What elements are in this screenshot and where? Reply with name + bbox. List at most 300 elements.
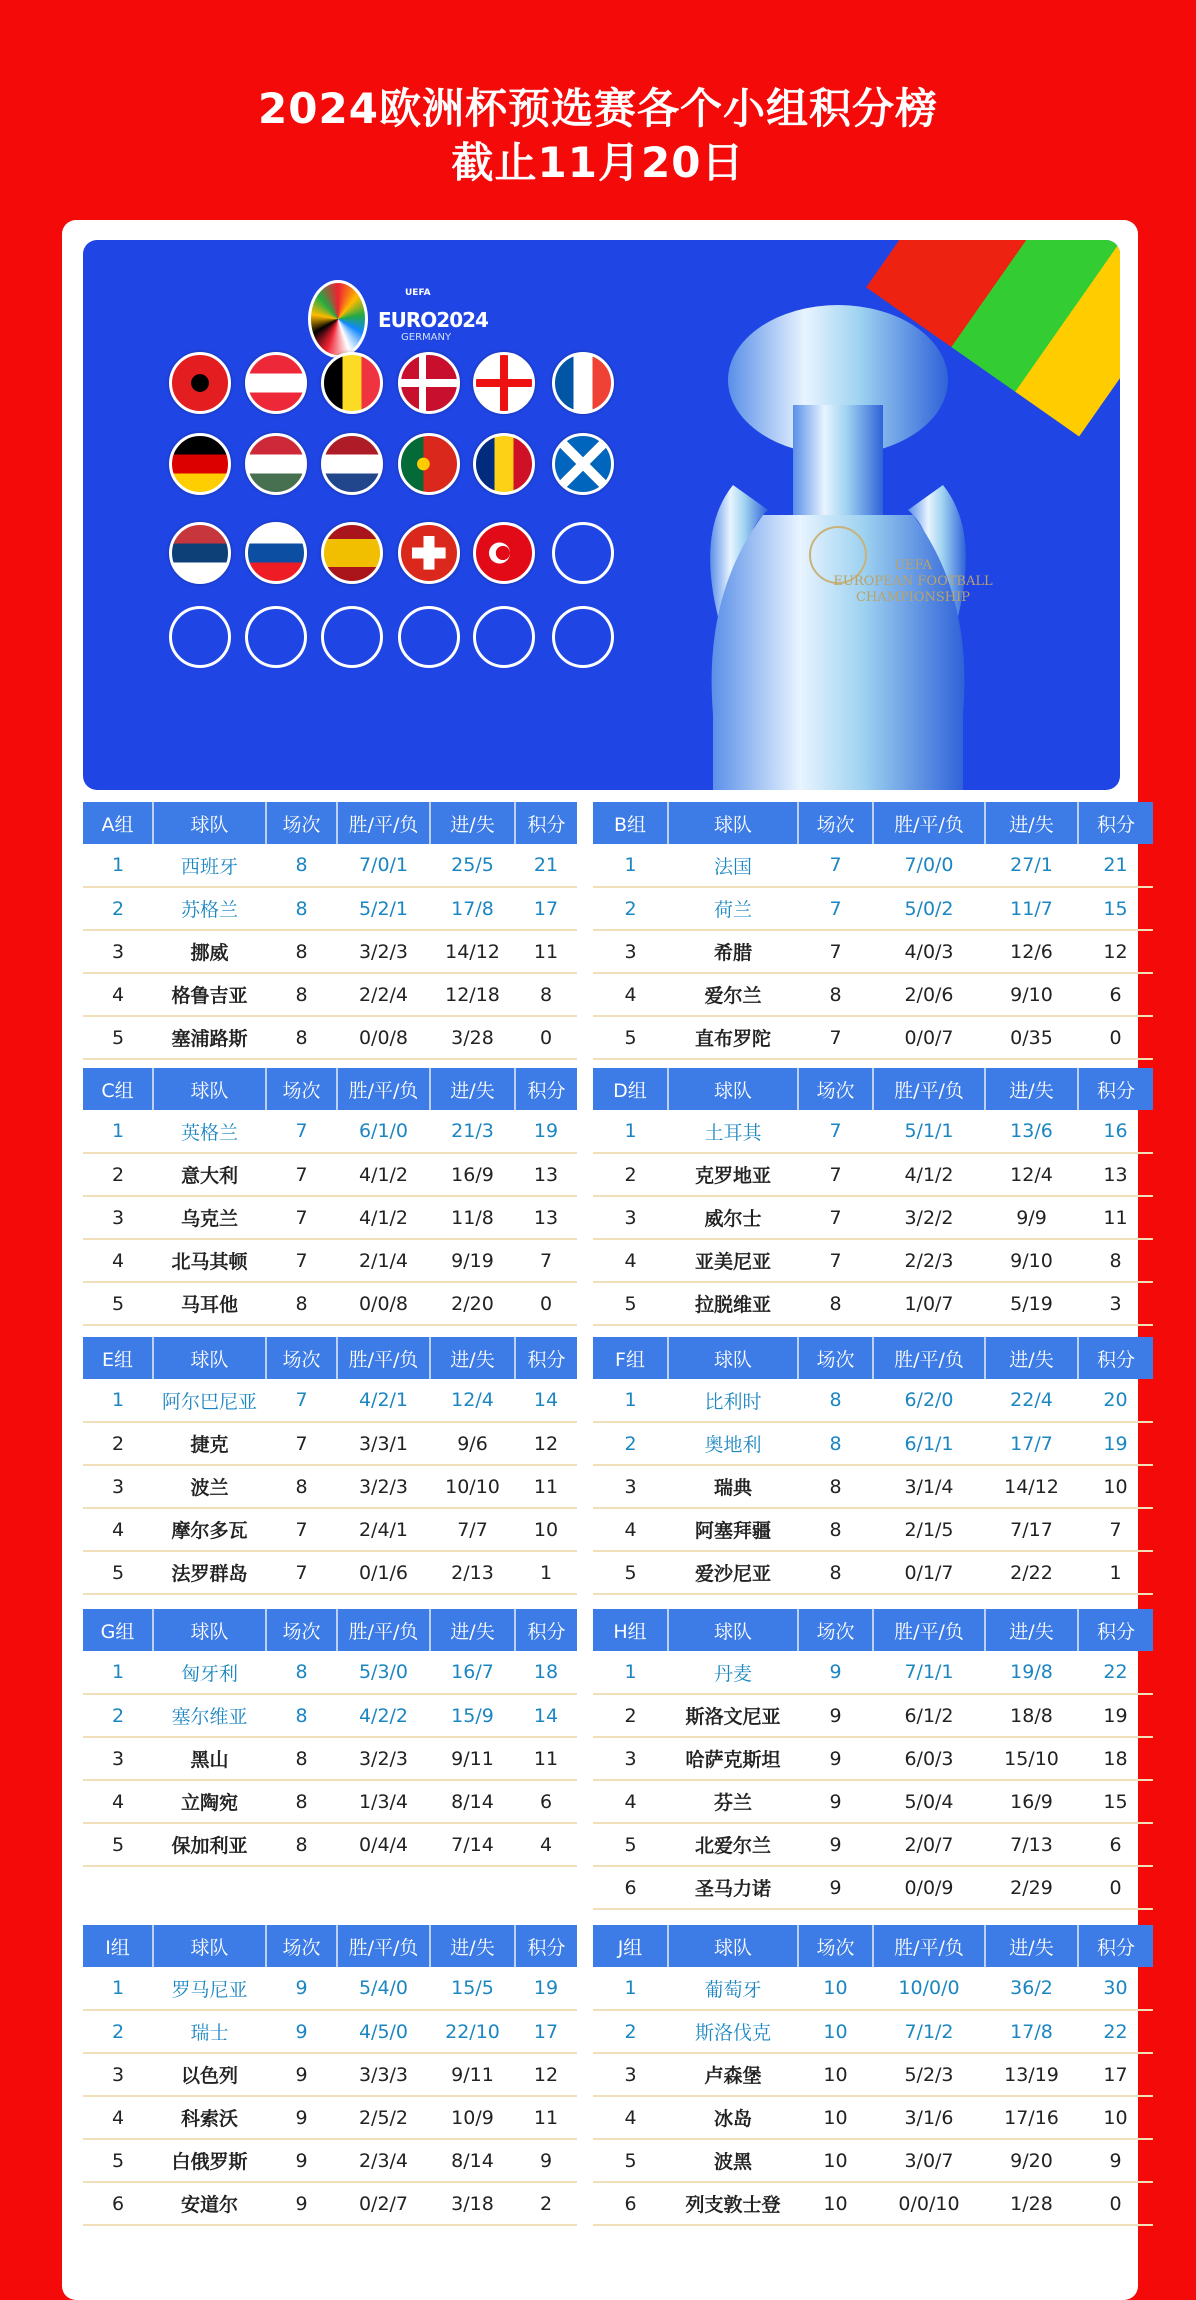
cell-rank: 5 [83,1282,153,1325]
cell-played: 9 [798,1823,873,1866]
cell-record: 4/1/2 [873,1153,985,1196]
cell-record: 4/1/2 [337,1153,430,1196]
flag-germany-icon [169,433,231,495]
cell-points: 9 [1078,2139,1153,2182]
logo-subtitle: GERMANY [401,332,452,343]
cell-team: 冰岛 [668,2096,798,2139]
cell-points: 11 [515,1465,577,1508]
column-header: 进/失 [430,1609,515,1651]
cell-played: 7 [798,844,873,887]
cell-points: 11 [515,2096,577,2139]
cell-played: 10 [798,1967,873,2010]
cell-points: 14 [515,1694,577,1737]
cell-goals: 12/4 [430,1379,515,1422]
table-row [593,2139,1153,2182]
cell-points: 4 [515,1823,577,1866]
cell-played: 8 [798,1551,873,1594]
table-row [83,1694,577,1737]
cell-points: 19 [515,1967,577,2010]
cell-record: 6/0/3 [873,1737,985,1780]
cell-team: 直布罗陀 [668,1016,798,1059]
flag-france-icon [552,352,614,414]
table-row [83,1016,577,1059]
column-header: 胜/平/负 [873,1925,985,1967]
cell-goals: 36/2 [985,1967,1078,2010]
cell-record: 4/5/0 [337,2010,430,2053]
cell-rank: 4 [83,1508,153,1551]
column-header: 进/失 [430,1068,515,1110]
cell-goals: 25/5 [430,844,515,887]
cell-points: 9 [515,2139,577,2182]
group-label: E组 [83,1337,153,1379]
column-header: 胜/平/负 [873,1609,985,1651]
cell-rank: 1 [83,1110,153,1153]
cell-record: 0/0/10 [873,2182,985,2225]
page-title: 2024欧洲杯预选赛各个小组积分榜 [258,84,938,133]
cell-goals: 17/8 [985,2010,1078,2053]
group-table [593,1925,1153,2226]
table-row [83,2053,577,2096]
cell-record: 3/2/3 [337,930,430,973]
cell-goals: 0/35 [985,1016,1078,1059]
cell-rank: 6 [83,2182,153,2225]
cell-record: 5/0/4 [873,1780,985,1823]
cell-record: 0/0/9 [873,1866,985,1909]
cell-rank: 1 [593,1110,668,1153]
cell-record: 0/0/7 [873,1016,985,1059]
cell-rank: 3 [83,1196,153,1239]
cell-record: 5/1/1 [873,1110,985,1153]
cell-goals: 16/7 [430,1651,515,1694]
cell-played: 7 [798,1016,873,1059]
cell-rank: 3 [593,2053,668,2096]
cell-points: 20 [1078,1379,1153,1422]
group-label: G组 [83,1609,153,1651]
cell-played: 8 [266,1465,337,1508]
cell-rank: 3 [593,1196,668,1239]
group-table [593,1068,1153,1326]
cell-record: 3/2/3 [337,1465,430,1508]
cell-team: 阿尔巴尼亚 [153,1379,266,1422]
cell-record: 3/2/2 [873,1196,985,1239]
table-header [593,802,1153,844]
table-row [83,2182,577,2225]
cell-record: 5/4/0 [337,1967,430,2010]
cell-played: 10 [798,2053,873,2096]
column-header: 胜/平/负 [873,802,985,844]
column-header: 积分 [1078,1337,1153,1379]
cell-team: 卢森堡 [668,2053,798,2096]
cell-points: 19 [1078,1422,1153,1465]
table-row [593,1016,1153,1059]
cell-record: 2/0/7 [873,1823,985,1866]
cell-goals: 7/14 [430,1823,515,1866]
cell-points: 0 [1078,2182,1153,2225]
cell-team: 马耳他 [153,1282,266,1325]
cell-points: 17 [1078,2053,1153,2096]
cell-team: 安道尔 [153,2182,266,2225]
cell-record: 3/1/4 [873,1465,985,1508]
euro2024-logo-icon [308,280,368,358]
group-label: A组 [83,802,153,844]
cell-played: 7 [266,1153,337,1196]
table-row [83,930,577,973]
table-row [593,973,1153,1016]
cell-rank: 4 [593,1780,668,1823]
flag-austria-icon [245,352,307,414]
cell-goals: 16/9 [985,1780,1078,1823]
cell-team: 荷兰 [668,887,798,930]
table-row [593,2182,1153,2225]
cell-goals: 9/11 [430,1737,515,1780]
page-subtitle: 截止11月20日 [451,138,745,187]
cell-played: 10 [798,2139,873,2182]
cell-record: 2/2/4 [337,973,430,1016]
cell-goals: 9/6 [430,1422,515,1465]
cell-points: 17 [515,887,577,930]
flag-turkey-icon [473,522,535,584]
cell-rank: 4 [593,973,668,1016]
cell-played: 7 [798,1110,873,1153]
cell-rank: 5 [83,2139,153,2182]
table-row [83,1422,577,1465]
cell-goals: 27/1 [985,844,1078,887]
cell-record: 7/1/2 [873,2010,985,2053]
column-header: 进/失 [430,1925,515,1967]
cell-record: 4/2/2 [337,1694,430,1737]
cell-played: 7 [266,1196,337,1239]
column-header: 球队 [153,1337,266,1379]
column-header: 场次 [266,1925,337,1967]
cell-rank: 4 [83,1780,153,1823]
table-row [83,1110,577,1153]
cell-record: 0/1/6 [337,1551,430,1594]
cell-rank: 6 [593,2182,668,2225]
cell-rank: 2 [83,2010,153,2053]
cell-team: 希腊 [668,930,798,973]
cell-points: 7 [515,1239,577,1282]
group-label: I组 [83,1925,153,1967]
column-header: 进/失 [985,1068,1078,1110]
cell-played: 7 [266,1551,337,1594]
cell-points: 15 [1078,887,1153,930]
flag-albania-icon [169,352,231,414]
cell-record: 6/1/2 [873,1694,985,1737]
cell-points: 0 [515,1016,577,1059]
cell-goals: 15/10 [985,1737,1078,1780]
cell-rank: 4 [593,1508,668,1551]
cell-rank: 5 [593,2139,668,2182]
cell-played: 8 [798,1379,873,1422]
cell-team: 阿塞拜疆 [668,1508,798,1551]
cell-points: 3 [1078,1282,1153,1325]
cell-played: 10 [798,2182,873,2225]
cell-rank: 3 [593,1465,668,1508]
group-label: B组 [593,802,668,844]
table-header [83,1068,577,1110]
table-row [593,1651,1153,1694]
column-header: 积分 [515,1609,577,1651]
table-row [593,1153,1153,1196]
cell-goals: 7/7 [430,1508,515,1551]
cell-rank: 5 [593,1282,668,1325]
cell-team: 列支敦士登 [668,2182,798,2225]
table-row [83,973,577,1016]
cell-played: 7 [798,1196,873,1239]
cell-points: 1 [1078,1551,1153,1594]
cell-team: 匈牙利 [153,1651,266,1694]
cell-team: 爱沙尼亚 [668,1551,798,1594]
column-header: 球队 [668,1068,798,1110]
cell-rank: 2 [593,1694,668,1737]
cell-rank: 2 [83,887,153,930]
column-header: 积分 [1078,1609,1153,1651]
table-row [593,1422,1153,1465]
column-header: 积分 [1078,1925,1153,1967]
cell-played: 7 [266,1110,337,1153]
table-row [83,1551,577,1594]
cell-team: 黑山 [153,1737,266,1780]
column-header: 场次 [798,1609,873,1651]
flag-netherlands-icon [321,433,383,495]
cell-record: 3/3/1 [337,1422,430,1465]
cell-team: 芬兰 [668,1780,798,1823]
cell-team: 科索沃 [153,2096,266,2139]
cell-points: 1 [515,1551,577,1594]
trophy-icon [673,295,1003,790]
cell-played: 8 [798,1508,873,1551]
cell-record: 0/4/4 [337,1823,430,1866]
cell-played: 9 [266,1967,337,2010]
cell-rank: 1 [593,1379,668,1422]
table-row [83,1967,577,2010]
cell-goals: 5/19 [985,1282,1078,1325]
cell-points: 15 [1078,1780,1153,1823]
cell-rank: 4 [83,973,153,1016]
cell-team: 圣马力诺 [668,1866,798,1909]
cell-played: 9 [266,2139,337,2182]
flag-empty-icon [552,606,614,668]
euro2024-banner [83,240,1120,790]
cell-goals: 22/4 [985,1379,1078,1422]
cell-team: 格鲁吉亚 [153,973,266,1016]
flag-belgium-icon [321,352,383,414]
cell-record: 3/3/3 [337,2053,430,2096]
cell-played: 8 [266,1282,337,1325]
cell-played: 9 [798,1780,873,1823]
cell-goals: 3/28 [430,1016,515,1059]
flag-romania-icon [473,433,535,495]
column-header: 球队 [668,1925,798,1967]
cell-played: 8 [266,1780,337,1823]
cell-played: 9 [798,1866,873,1909]
cell-played: 8 [266,973,337,1016]
cell-team: 比利时 [668,1379,798,1422]
euro2024-logo-text: EURO2024 [378,308,488,332]
cell-rank: 5 [83,1551,153,1594]
cell-goals: 7/17 [985,1508,1078,1551]
cell-rank: 3 [83,930,153,973]
cell-goals: 14/12 [985,1465,1078,1508]
cell-points: 19 [1078,1694,1153,1737]
cell-played: 9 [798,1737,873,1780]
table-row [83,1823,577,1866]
table-row [83,1153,577,1196]
cell-points: 10 [1078,1465,1153,1508]
table-row [593,1780,1153,1823]
cell-team: 英格兰 [153,1110,266,1153]
cell-goals: 8/14 [430,1780,515,1823]
cell-points: 0 [1078,1016,1153,1059]
trophy-engraving: UEFA EUROPEAN FOOTBALL CHAMPIONSHIP [833,558,993,605]
cell-points: 13 [515,1153,577,1196]
cell-points: 0 [515,1282,577,1325]
table-header [593,1925,1153,1967]
table-row [593,1465,1153,1508]
table-row [83,2096,577,2139]
cell-record: 4/0/3 [873,930,985,973]
cell-played: 9 [266,2053,337,2096]
cell-rank: 2 [593,2010,668,2053]
table-row [593,1737,1153,1780]
cell-team: 葡萄牙 [668,1967,798,2010]
cell-goals: 8/14 [430,2139,515,2182]
cell-played: 7 [266,1239,337,1282]
cell-rank: 2 [83,1153,153,1196]
column-header: 进/失 [430,1337,515,1379]
cell-team: 北马其顿 [153,1239,266,1282]
cell-rank: 2 [83,1422,153,1465]
cell-goals: 17/7 [985,1422,1078,1465]
cell-record: 7/0/0 [873,844,985,887]
cell-goals: 14/12 [430,930,515,973]
column-header: 球队 [668,1337,798,1379]
cell-team: 拉脱维亚 [668,1282,798,1325]
cell-played: 7 [266,1379,337,1422]
cell-rank: 3 [83,1465,153,1508]
cell-played: 8 [266,1651,337,1694]
cell-played: 8 [266,1737,337,1780]
flag-serbia-icon [169,522,231,584]
cell-team: 白俄罗斯 [153,2139,266,2182]
cell-rank: 2 [593,887,668,930]
cell-rank: 1 [593,844,668,887]
cell-goals: 18/8 [985,1694,1078,1737]
column-header: 场次 [266,802,337,844]
cell-goals: 2/29 [985,1866,1078,1909]
cell-goals: 9/10 [985,973,1078,1016]
cell-goals: 16/9 [430,1153,515,1196]
cell-record: 2/5/2 [337,2096,430,2139]
cell-goals: 3/18 [430,2182,515,2225]
cell-points: 16 [1078,1110,1153,1153]
cell-team: 斯洛文尼亚 [668,1694,798,1737]
group-table [83,802,577,1060]
cell-record: 6/2/0 [873,1379,985,1422]
cell-played: 8 [266,1823,337,1866]
cell-rank: 5 [593,1823,668,1866]
cell-record: 2/1/5 [873,1508,985,1551]
cell-record: 1/0/7 [873,1282,985,1325]
table-row [593,1196,1153,1239]
group-label: C组 [83,1068,153,1110]
cell-goals: 15/5 [430,1967,515,2010]
cell-goals: 12/4 [985,1153,1078,1196]
cell-rank: 4 [593,1239,668,1282]
cell-record: 5/2/1 [337,887,430,930]
cell-goals: 9/20 [985,2139,1078,2182]
cell-points: 11 [1078,1196,1153,1239]
cell-rank: 5 [83,1823,153,1866]
cell-goals: 13/19 [985,2053,1078,2096]
cell-rank: 1 [83,1651,153,1694]
column-header: 积分 [1078,802,1153,844]
flag-empty-icon [552,522,614,584]
column-header: 胜/平/负 [337,802,430,844]
cell-played: 7 [798,930,873,973]
column-header: 进/失 [985,802,1078,844]
cell-rank: 6 [593,1866,668,1909]
flag-empty-icon [321,606,383,668]
cell-record: 5/3/0 [337,1651,430,1694]
cell-goals: 10/10 [430,1465,515,1508]
cell-goals: 12/6 [985,930,1078,973]
table-header [83,1925,577,1967]
group-table [83,1609,577,1867]
table-row [83,1239,577,1282]
cell-team: 以色列 [153,2053,266,2096]
cell-team: 哈萨克斯坦 [668,1737,798,1780]
table-row [593,1551,1153,1594]
cell-goals: 17/16 [985,2096,1078,2139]
table-row [593,1239,1153,1282]
cell-record: 3/2/3 [337,1737,430,1780]
table-header [83,802,577,844]
cell-record: 6/1/1 [873,1422,985,1465]
table-row [593,887,1153,930]
cell-record: 10/0/0 [873,1967,985,2010]
cell-team: 意大利 [153,1153,266,1196]
table-row [593,1823,1153,1866]
group-table [593,802,1153,1060]
cell-played: 9 [266,2096,337,2139]
cell-record: 2/0/6 [873,973,985,1016]
table-row [593,2010,1153,2053]
column-header: 积分 [515,1068,577,1110]
column-header: 球队 [668,802,798,844]
cell-points: 10 [515,1508,577,1551]
cell-points: 19 [515,1110,577,1153]
cell-team: 塞浦路斯 [153,1016,266,1059]
cell-goals: 12/18 [430,973,515,1016]
column-header: 胜/平/负 [337,1068,430,1110]
cell-played: 10 [798,2010,873,2053]
cell-rank: 1 [593,1651,668,1694]
cell-points: 12 [1078,930,1153,973]
cell-played: 9 [266,2010,337,2053]
cell-goals: 10/9 [430,2096,515,2139]
table-row [593,1967,1153,2010]
cell-goals: 9/10 [985,1239,1078,1282]
cell-goals: 9/11 [430,2053,515,2096]
group-label: H组 [593,1609,668,1651]
cell-points: 10 [1078,2096,1153,2139]
column-header: 胜/平/负 [337,1925,430,1967]
column-header: 积分 [515,1337,577,1379]
table-row [593,1866,1153,1909]
flag-england-icon [473,352,535,414]
column-header: 场次 [798,1925,873,1967]
